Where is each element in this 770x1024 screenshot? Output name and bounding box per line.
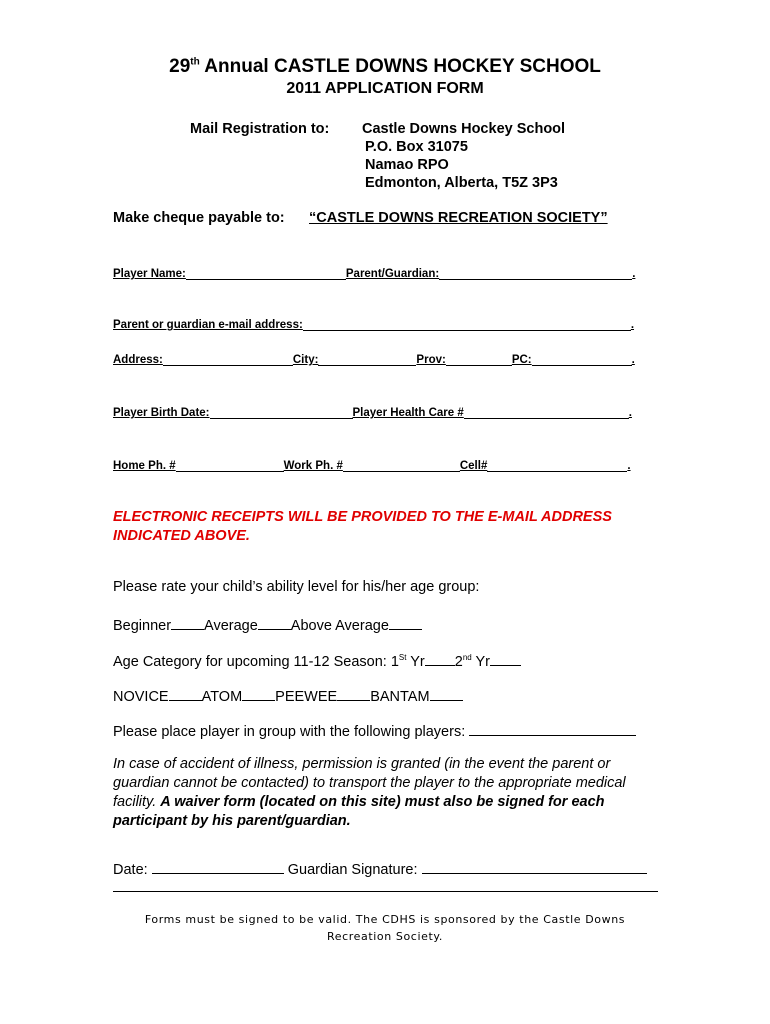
cheque-payee: “CASTLE DOWNS RECREATION SOCIETY” <box>309 210 608 226</box>
first-year-label: Yr <box>406 654 425 670</box>
bantam-label: BANTAM <box>370 689 430 705</box>
player-name-line[interactable] <box>186 267 346 280</box>
peewee-label: PEEWEE <box>275 689 338 705</box>
rating-row <box>113 615 422 634</box>
age-category-label: Age Category for upcoming 11-12 Season: 1 <box>113 654 399 670</box>
parent-guardian-line[interactable] <box>439 267 632 280</box>
footer-line-2: Recreation Society. <box>326 930 444 943</box>
novice-label: NOVICE <box>113 689 169 705</box>
receipt-notice-line-1: ELECTRONIC RECEIPTS WILL BE PROVIDED TO THE E-MAIL ADDRESS <box>113 509 612 525</box>
division-row <box>113 686 463 705</box>
phone-row <box>113 459 631 472</box>
home-phone-line[interactable] <box>176 459 284 472</box>
waiver-text: In case of accident of illness, permission is granted (in the event the parent or guardian cannot be contacted) to transport the player to the appropriate medical facility. <box>113 756 626 810</box>
guardian-signature-label: Guardian Signature: <box>287 862 418 878</box>
first-year-sup: St <box>398 653 407 663</box>
mail-address-line-2: P.O. Box 31075 <box>365 139 468 155</box>
date-blank[interactable] <box>152 859 284 874</box>
mail-label: Mail Registration to: <box>190 121 330 137</box>
email-label: Parent or guardian e-mail address: <box>113 319 303 331</box>
row-end-mark: . <box>632 268 636 280</box>
home-phone-label: Home Ph. # <box>113 460 176 472</box>
cell-line[interactable] <box>487 459 627 472</box>
receipt-notice <box>113 508 612 546</box>
row-end-mark: . <box>627 460 631 472</box>
group-prompt: Please place player in group with the following players: <box>113 724 466 740</box>
date-label: Date: <box>113 862 148 878</box>
footer-note <box>0 911 770 945</box>
work-phone-line[interactable] <box>343 459 460 472</box>
second-year-num: 2 <box>454 654 463 670</box>
footer-line-1: Forms must be signed to be valid. The CDHS is sponsored by the Castle Downs <box>144 913 626 926</box>
parent-guardian-label: Parent/Guardian: <box>345 268 440 280</box>
receipt-notice-line-2: INDICATED ABOVE. <box>113 528 250 544</box>
pc-label: PC: <box>511 354 532 366</box>
form-subtitle: 2011 APPLICATION FORM <box>286 80 484 97</box>
mail-address-line-4: Edmonton, Alberta, T5Z 3P3 <box>365 175 558 191</box>
novice-blank[interactable] <box>169 686 202 701</box>
city-line[interactable] <box>318 353 416 366</box>
first-year-blank[interactable] <box>425 651 455 666</box>
form-title: 29th Annual CASTLE DOWNS HOCKEY SCHOOL <box>169 56 601 77</box>
player-name-label: Player Name: <box>113 268 186 280</box>
atom-blank[interactable] <box>242 686 275 701</box>
address-label: Address: <box>113 354 163 366</box>
player-name-row <box>113 267 635 280</box>
beginner-label: Beginner <box>113 618 172 634</box>
second-year-label: Yr <box>471 654 490 670</box>
cell-label: Cell# <box>459 460 488 472</box>
cheque-label: Make cheque payable to: <box>113 210 285 226</box>
email-line[interactable] <box>303 318 631 331</box>
mail-address-line-3: Namao RPO <box>365 157 449 173</box>
second-year-sup: nd <box>462 653 472 663</box>
waiver-required-text: A waiver form (located on this site) must also be signed for each participant by his parent/guardian. <box>113 794 605 829</box>
second-year-blank[interactable] <box>490 651 521 666</box>
health-care-line[interactable] <box>464 406 629 419</box>
birth-date-label: Player Birth Date: <box>113 407 210 419</box>
work-phone-label: Work Ph. # <box>283 460 343 472</box>
bantam-blank[interactable] <box>430 686 463 701</box>
group-players-blank[interactable] <box>469 721 636 736</box>
guardian-signature-blank[interactable] <box>422 859 647 874</box>
row-end-mark: . <box>631 354 635 366</box>
birth-date-line[interactable] <box>210 406 353 419</box>
email-row <box>113 318 634 331</box>
beginner-blank[interactable] <box>171 615 204 630</box>
prov-line[interactable] <box>446 353 512 366</box>
row-end-mark: . <box>630 319 635 331</box>
group-row <box>113 721 636 740</box>
average-blank[interactable] <box>258 615 291 630</box>
signature-divider <box>113 891 658 892</box>
atom-label: ATOM <box>201 689 243 705</box>
rating-prompt: Please rate your child’s ability level for his/her age group: <box>113 579 480 595</box>
prov-label: Prov: <box>416 354 446 366</box>
above-average-label: Above Average <box>290 618 389 634</box>
peewee-blank[interactable] <box>337 686 370 701</box>
waiver-paragraph <box>113 755 653 831</box>
signature-row <box>113 859 647 878</box>
mail-address-line-1: Castle Downs Hockey School <box>362 121 566 137</box>
city-label: City: <box>292 354 319 366</box>
above-average-blank[interactable] <box>389 615 422 630</box>
pc-line[interactable] <box>532 353 632 366</box>
health-care-label: Player Health Care # <box>352 407 464 419</box>
average-label: Average <box>204 618 258 634</box>
address-line[interactable] <box>163 353 293 366</box>
address-row <box>113 353 635 366</box>
row-end-mark: . <box>628 407 632 419</box>
age-category-row <box>113 651 521 670</box>
birth-row <box>113 406 632 419</box>
